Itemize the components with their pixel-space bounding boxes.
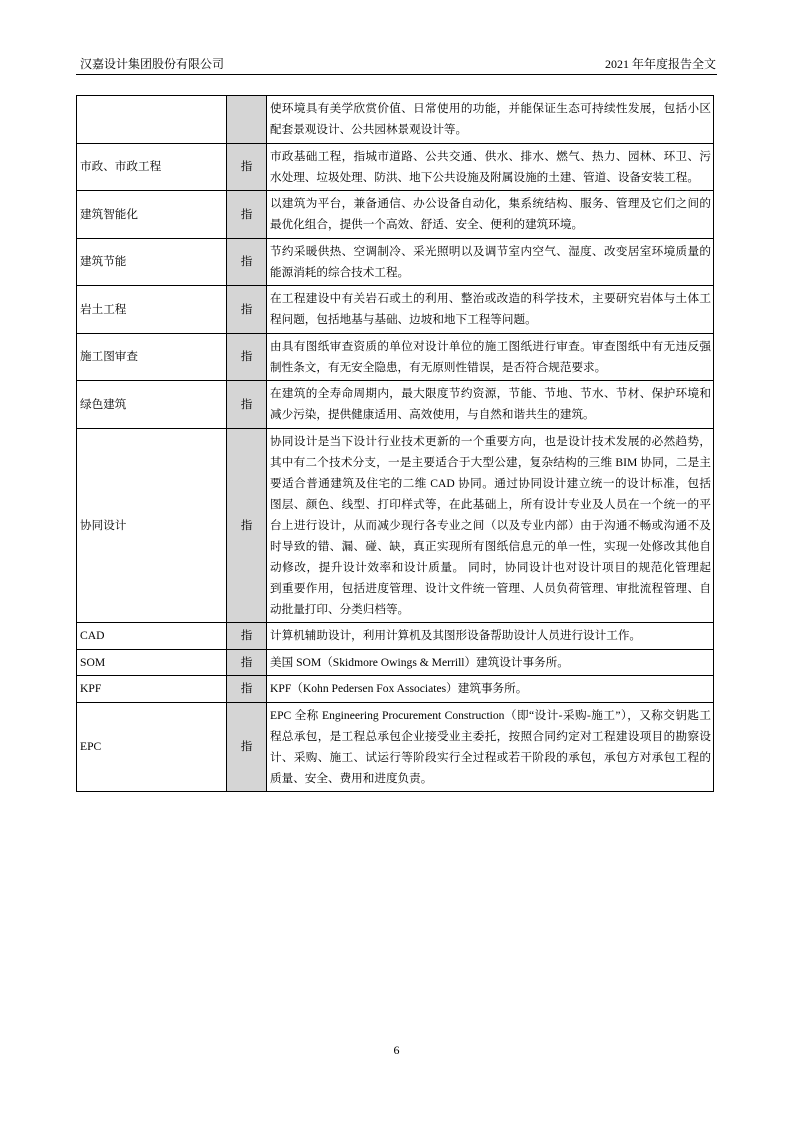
- definition-line: 计、采购、施工、试运行等阶段实行全过程或若干阶段的承包，承包方对承包工程的: [270, 750, 711, 764]
- glossary-marker: 指: [227, 238, 267, 286]
- definition-line: 时导致的错、漏、碰、缺，真正实现所有图纸信息元的单一性，实现一处修改其他自: [270, 539, 711, 553]
- definition-line: 减少污染，提供健康适用、高效使用，与自然和谐共生的建筑。: [270, 408, 595, 421]
- definition-line: 节约采暖供热、空调制冷、采光照明以及调节室内空气、湿度、改变居室环境质量的: [270, 244, 711, 258]
- definition-line: 质量、安全、费用和进度负责。: [270, 771, 433, 785]
- definition-line: 协同设计是当下设计行业技术更新的一个重要方向，也是设计技术发展的必然趋势，: [270, 434, 711, 448]
- definition-line: 计算机辅助设计，利用计算机及其图形设备帮助设计人员进行设计工作。: [270, 629, 642, 642]
- glossary-row: [77, 238, 714, 286]
- definition-line: 到重要作用，包括进度管理、设计文件统一管理、人员负荷管理、审批流程管理、自: [270, 581, 711, 595]
- glossary-definition: [267, 191, 714, 239]
- glossary-row: [77, 96, 714, 144]
- definition-line: 在建筑的全寿命周期内，最大限度节约资源，节能、节地、节水、节材、保护环境和: [270, 387, 711, 400]
- glossary-row: [77, 428, 714, 623]
- definition-line: 在工程建设中有关岩石或土的利用、整治或改造的科学技术，主要研究岩体与土体工: [270, 292, 711, 305]
- glossary-marker: 指: [227, 381, 267, 429]
- page-number: 6: [393, 1043, 400, 1057]
- glossary-definition: [267, 286, 714, 334]
- glossary-row: [77, 191, 714, 239]
- glossary-marker: [227, 96, 267, 144]
- company-name: 汉嘉设计集团股份有限公司: [80, 57, 225, 71]
- glossary-term: EPC: [77, 702, 227, 792]
- definition-line: 动修改，提升设计效率和设计质量。 同时，协同设计也对设计项目的规范化管理起: [270, 560, 711, 574]
- glossary-marker: 指: [227, 286, 267, 334]
- definition-line: 配套景观设计、公共园林景观设计等。: [270, 123, 468, 136]
- glossary-term: 协同设计: [77, 428, 227, 623]
- glossary-marker: 指: [227, 702, 267, 792]
- glossary-definition: [267, 143, 714, 191]
- glossary-term: 建筑智能化: [77, 191, 227, 239]
- glossary-definition: [267, 96, 714, 144]
- definition-line: EPC 全称 Engineering Procurement Construction（即“设计-采购-施工”），又称交钥匙工: [270, 708, 711, 722]
- glossary-table: [76, 95, 714, 792]
- definition-line: 由具有图纸审查资质的单位对设计单位的施工图纸进行审查。审查图纸中有无违反强: [270, 339, 711, 353]
- glossary-term: CAD: [77, 623, 227, 650]
- glossary-definition: [267, 238, 714, 286]
- definition-line: 水处理、垃圾处理、防洪、地下公共设施及附属设施的土建、管道、设备安装工程。: [270, 170, 699, 184]
- page-header: [76, 54, 717, 75]
- definition-line: 其中有二个技术分支，一是主要适合于大型公建，复杂结构的三维 BIM 协同，二是主: [270, 455, 711, 469]
- glossary-row: [77, 333, 714, 381]
- glossary-row: [77, 286, 714, 334]
- definition-line: 程问题，包括地基与基础、边坡和地下工程等问题。: [270, 313, 537, 326]
- glossary-term: 建筑节能: [77, 238, 227, 286]
- definition-line: 最优化组合，提供一个高效、舒适、安全、便利的建筑环境。: [270, 218, 584, 231]
- glossary-term: [77, 96, 227, 144]
- glossary-definition: [267, 702, 714, 792]
- definition-line: 使环境具有美学欣赏价值、日常使用的功能，并能保证生态可持续性发展，包括小区: [270, 102, 711, 115]
- definition-line: 台上进行设计，从而减少现行各专业之间（以及专业内部）由于沟通不畅或沟通不及: [270, 518, 711, 532]
- glossary-row: [77, 381, 714, 429]
- glossary-term: SOM: [77, 649, 227, 676]
- definition-line: 要适合普通建筑及住宅的二维 CAD 协同。通过协同设计建立统一的设计标准，包括: [270, 476, 711, 490]
- glossary-term: 市政、市政工程: [77, 143, 227, 191]
- glossary-definition: [267, 676, 714, 703]
- glossary-row: [77, 143, 714, 191]
- glossary-marker: 指: [227, 143, 267, 191]
- definition-line: KPF（Kohn Pedersen Fox Associates）建筑事务所。: [270, 682, 528, 695]
- glossary-term: KPF: [77, 676, 227, 703]
- definition-line: 制性条文，有无安全隐患，有无原则性错误，是否符合规范要求。: [270, 360, 607, 374]
- glossary-definition: [267, 649, 714, 676]
- glossary-term: 施工图审查: [77, 333, 227, 381]
- glossary-marker: 指: [227, 191, 267, 239]
- glossary-marker: 指: [227, 333, 267, 381]
- glossary-row: [77, 623, 714, 650]
- glossary-row: [77, 702, 714, 792]
- glossary-definition: [267, 381, 714, 429]
- report-title: 2021 年年度报告全文: [604, 57, 716, 71]
- definition-line: 图层、颜色、线型、打印样式等，在此基础上，所有设计专业及人员在一个统一的平: [270, 497, 711, 511]
- glossary-row: [77, 649, 714, 676]
- glossary-term: 岩土工程: [77, 286, 227, 334]
- glossary-definition: [267, 333, 714, 381]
- definition-line: 美国 SOM（Skidmore Owings & Merrill）建筑设计事务所。: [270, 655, 569, 669]
- glossary-marker: 指: [227, 428, 267, 623]
- definition-line: 以建筑为平台，兼备通信、办公设备自动化，集系统结构、服务、管理及它们之间的: [270, 197, 711, 210]
- glossary-definition: [267, 623, 714, 650]
- glossary-marker: 指: [227, 623, 267, 650]
- definition-line: 程总承包，是工程总承包企业接受业主委托，按照合同约定对工程建设项目的勘察设: [270, 729, 711, 743]
- glossary-marker: 指: [227, 676, 267, 703]
- glossary-row: [77, 676, 714, 703]
- definition-line: 动批量打印、分类归档等。: [270, 602, 410, 616]
- definition-line: 能源消耗的综合技术工程。: [270, 265, 410, 279]
- glossary-definition: [267, 428, 714, 623]
- glossary-term: 绿色建筑: [77, 381, 227, 429]
- definition-line: 市政基础工程，指城市道路、公共交通、供水、排水、燃气、热力、园林、环卫、污: [270, 149, 711, 163]
- glossary-marker: 指: [227, 649, 267, 676]
